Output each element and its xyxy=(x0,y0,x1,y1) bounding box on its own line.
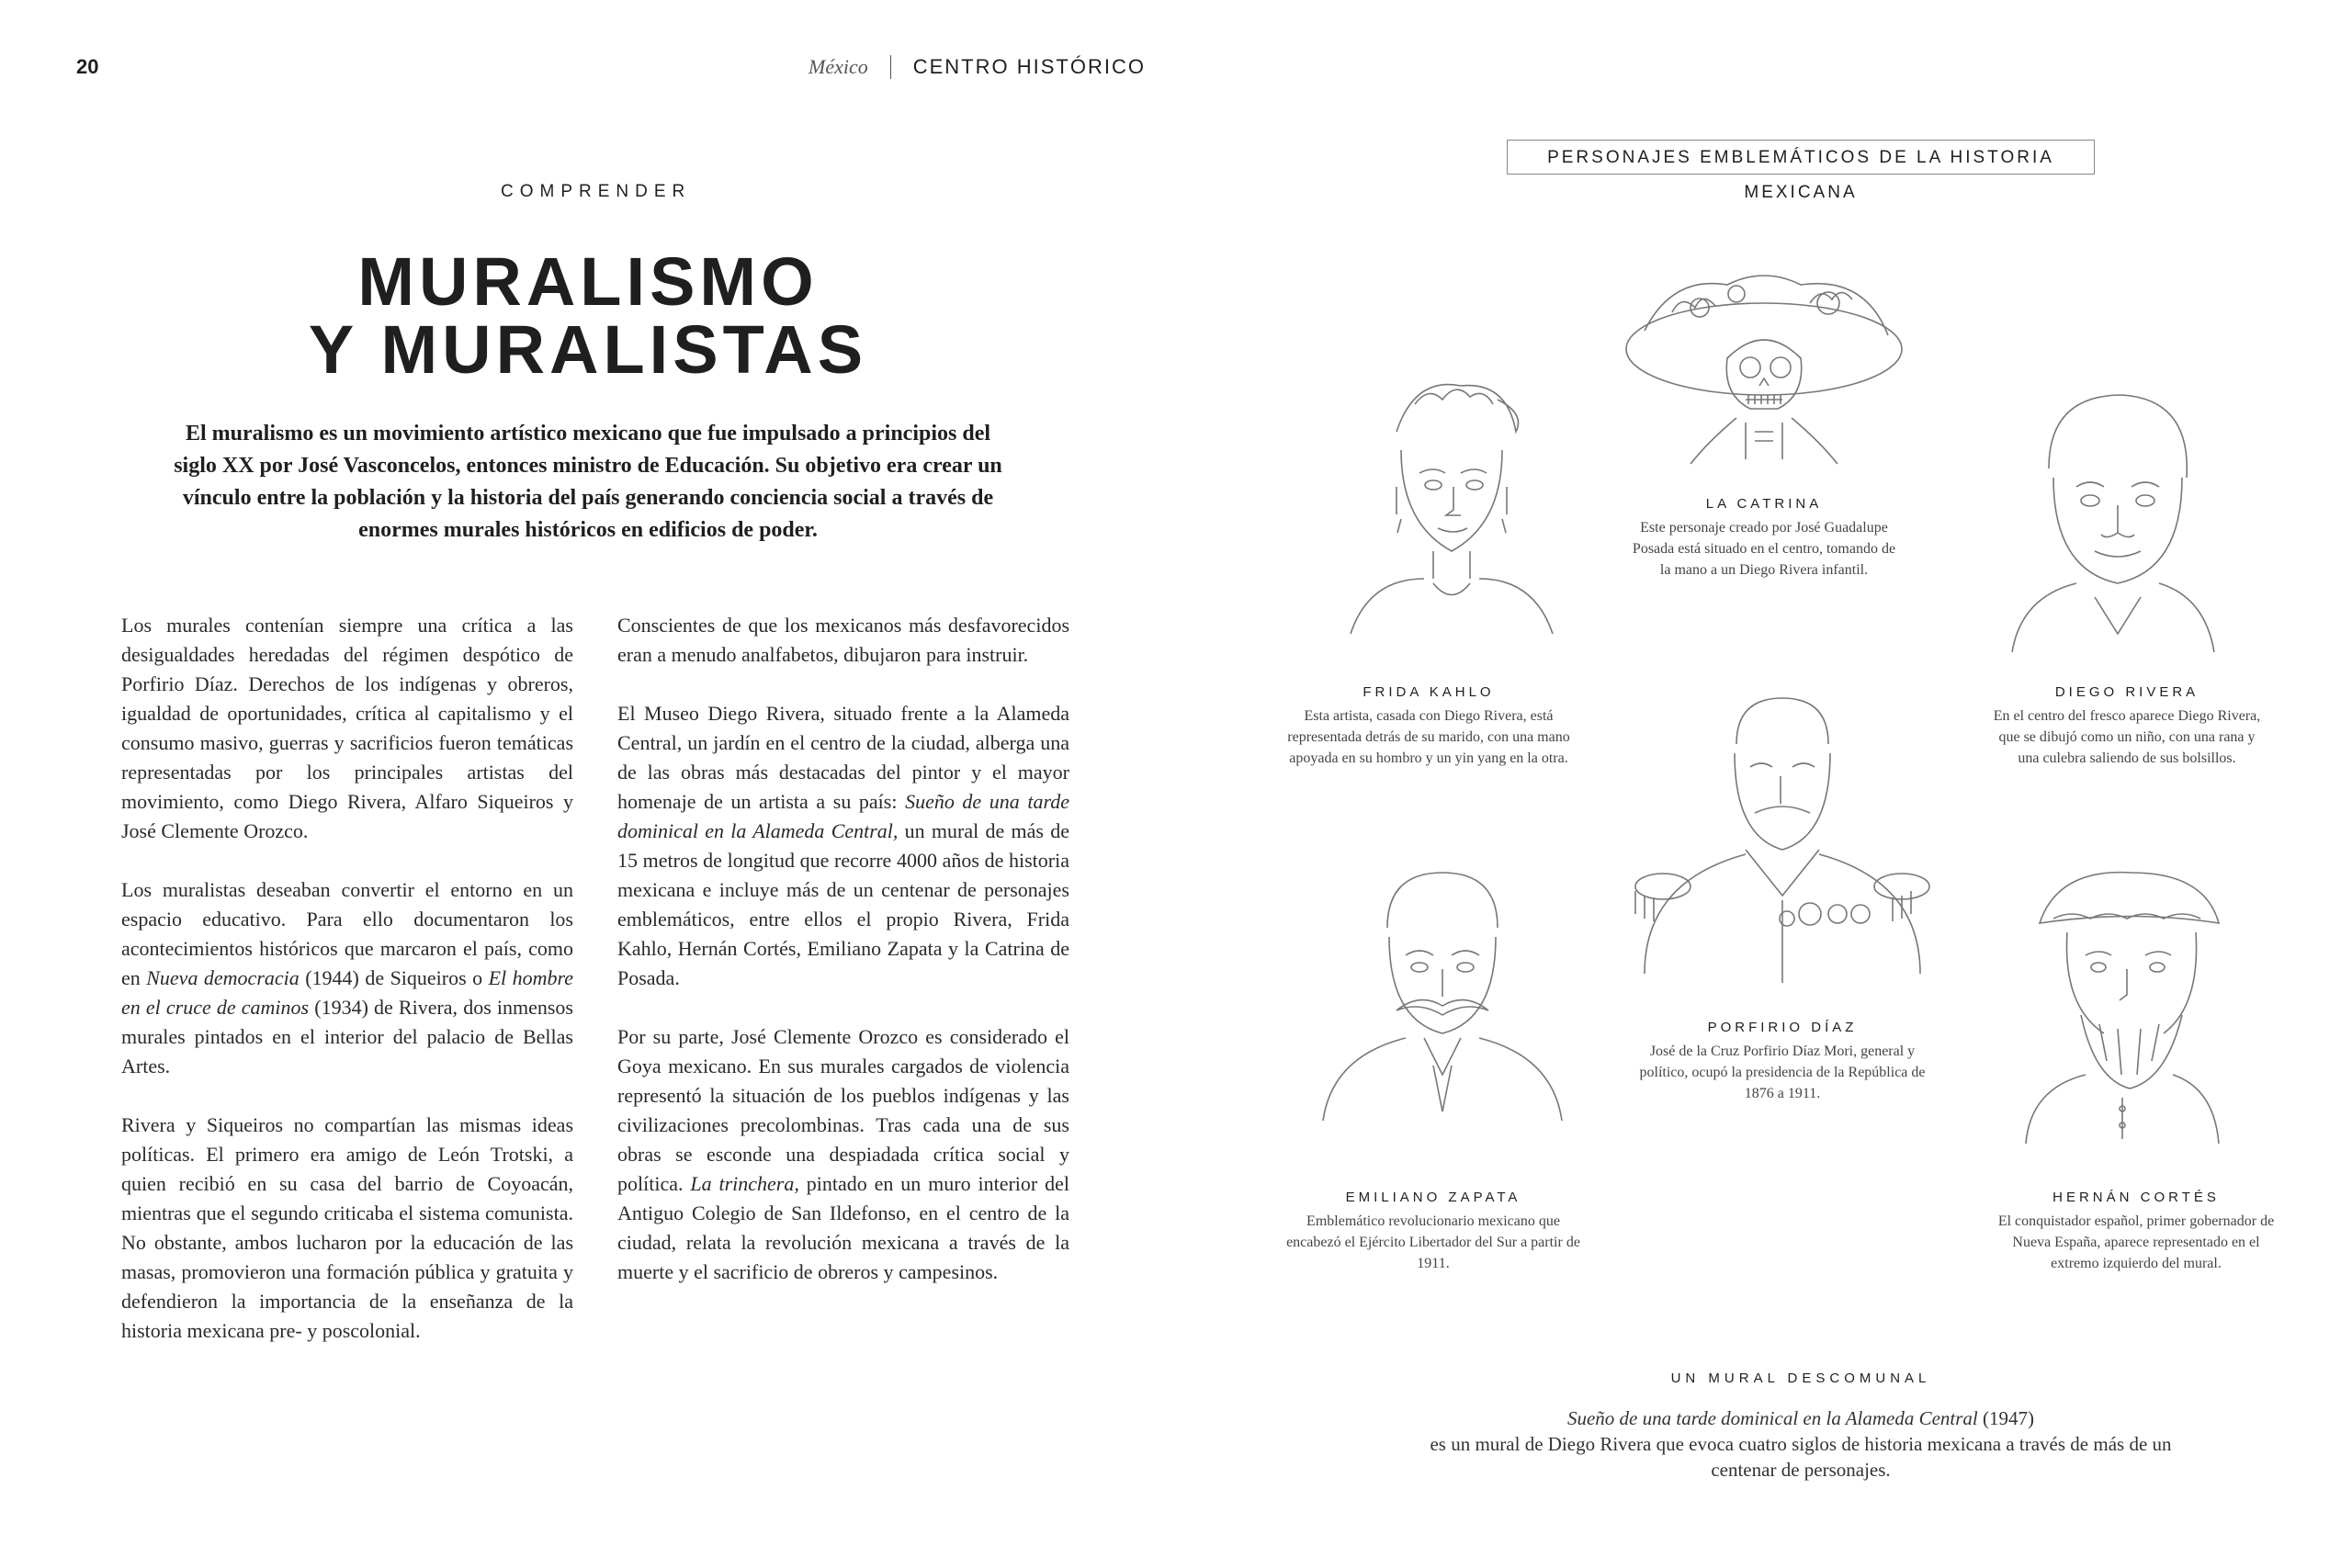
running-head-country: México xyxy=(808,55,868,78)
running-head-section: CENTRO HISTÓRICO xyxy=(912,55,1146,78)
mural-heading: UN MURAL DESCOMUNAL xyxy=(1670,1371,1931,1386)
mural-description xyxy=(1415,1405,2187,1483)
body-paragraph: Los muralistas deseaban convertir el entorno en un espacio educativo. Para ello documentaron los acontecimientos históricos que marcaron el país, como en Nueva democracia (1944) de Siqueiros o El hombre en el cruce de caminos (1934) de Rivera, dos inmensos murales pintados en el interior del palacio de Bellas Artes. xyxy=(121,878,574,1077)
character-desc: Esta artista, casada con Diego Rivera, está representada detrás de su marido, con una mano apoyada en su hombro y un yin yang en la otra. xyxy=(1287,708,1570,766)
character-name: EMILIANO ZAPATA xyxy=(1345,1190,1521,1205)
body-paragraph: Rivera y Siqueiros no compartían las mismas ideas políticas. El primero era amigo de León Trotski, a quien recibió en su casa del barrio de Coyoacán, mientras que el segundo criticaba el sistema comunista. No obstante, ambos lucharon por la educación de las masas, promovieron una formación pública y gratuita y defendieron la importancia de la enseñanza de la historia mexicana pre- y poscolonial. xyxy=(121,1113,573,1342)
character-desc: Este personaje creado por José Guadalupe Posada está situado en el centro, tomando de la mano a un Diego Rivera infantil. xyxy=(1632,520,1896,578)
diego-rivera-illustration xyxy=(2003,386,2223,652)
character-desc: En el centro del fresco aparece Diego Rivera, que se dibujó como un niño, con una rana y una culebra saliendo de sus bolsillos. xyxy=(1993,708,2261,766)
catrina-illustration xyxy=(1617,257,1911,468)
body-paragraph: Los murales contenían siempre una crítica a las desigualdades heredadas del régimen despótico de Porfirio Díaz. Derechos de los indígenas y obreros, igualdad de oportunidades, crítica al capitalismo y el consumo masivo, guerras y sacrificios fueron temáticas representadas por los principales artistas del movimiento, como Diego Rivera, Alfaro Siqueiros y José Clemente Orozco. xyxy=(121,614,573,842)
running-head xyxy=(808,55,1146,79)
character-desc: Emblemático revolucionario mexicano que encabezó el Ejército Libertador del Sur a partir de 1911. xyxy=(1286,1213,1580,1271)
characters-box-title: PERSONAJES EMBLEMÁTICOS DE LA HISTORIA MEXICANA xyxy=(1507,140,2095,175)
hernan-cortes-illustration xyxy=(2012,868,2233,1144)
character-name: FRIDA KAHLO xyxy=(1363,684,1495,700)
running-head-divider xyxy=(890,55,891,79)
body-paragraph: Conscientes de que los mexicanos más desfavorecidos eran a menudo analfabetos, dibujaron para instruir. xyxy=(617,614,1069,666)
character-name: DIEGO RIVERA xyxy=(2054,684,2199,700)
section-kicker: COMPRENDER xyxy=(501,182,692,201)
body-column-right xyxy=(617,611,1069,1316)
character-name: LA CATRINA xyxy=(1705,496,1823,512)
frida-kahlo-illustration xyxy=(1314,367,1589,643)
caption-catrina xyxy=(1626,496,1902,581)
intro-paragraph: El muralismo es un movimiento artístico mexicano que fue impulsado a principios del siglo XX por José Vasconcelos, entonces ministro de Educación. Su objetivo era crear un vínculo entre la población y la historia del país generando conciencia social a través de enormes murales históricos en edificios de poder. xyxy=(174,422,1002,542)
mural-title-line: Sueño de una tarde dominical en la Alameda Central (1947) xyxy=(1566,1407,2035,1429)
page-title-line-1: MURALISMO xyxy=(357,243,819,320)
page-title xyxy=(129,243,1047,388)
character-name: PORFIRIO DÍAZ xyxy=(1707,1020,1858,1035)
emiliano-zapata-illustration xyxy=(1314,863,1571,1121)
caption-porfirio-diaz xyxy=(1635,1020,1929,1104)
character-name: HERNÁN CORTÉS xyxy=(2052,1190,2220,1205)
caption-hernan-cortes xyxy=(1994,1190,2278,1274)
caption-emiliano-zapata xyxy=(1286,1190,1580,1274)
page-number: 20 xyxy=(76,55,99,78)
porfirio-diaz-illustration xyxy=(1626,689,1939,992)
character-desc: El conquistador español, primer gobernador de Nueva España, aparece representado en el extremo izquierdo del mural. xyxy=(1997,1213,2275,1271)
page-title-line-2: Y MURALISTAS xyxy=(308,311,868,388)
caption-frida-kahlo xyxy=(1286,684,1571,769)
body-column-left xyxy=(121,611,573,1375)
body-paragraph: Por su parte, José Clemente Orozco es considerado el Goya mexicano. En sus murales cargados de violencia representó la situación de los pueblos indígenas y las civilizaciones precolombinas. Tras cada una de sus obras se esconde una despiadada crítica social y política. La trinchera, pintado en un muro interior del Antiguo Colegio de San Ildefonso, en el centro de la ciudad, relata la revolución mexicana a través de la muerte y el sacrificio de obreros y campesinos. xyxy=(617,1025,1069,1283)
caption-diego-rivera xyxy=(1989,684,2265,769)
character-desc: José de la Cruz Porfirio Díaz Mori, general y político, ocupó la presidencia de la República de 1876 a 1911. xyxy=(1639,1043,1926,1101)
body-paragraph: El Museo Diego Rivera, situado frente a la Alameda Central, un jardín en el centro de la ciudad, alberga una de las obras más destacadas del pintor y el mayor homenaje de un artista a su país: Sueño de una tarde dominical en la Alameda Central, un mural de más de 15 metros de longitud que recorre 4000 años de historia mexicana e incluye más de un centenar de personajes emblemáticos, entre ellos el propio Rivera, Frida Kahlo, Hernán Cortés, Emiliano Zapata y la Catrina de Posada. xyxy=(617,702,1069,989)
mural-desc-text: es un mural de Diego Rivera que evoca cuatro siglos de historia mexicana a través de más de un centenar de personajes. xyxy=(1430,1433,2172,1481)
